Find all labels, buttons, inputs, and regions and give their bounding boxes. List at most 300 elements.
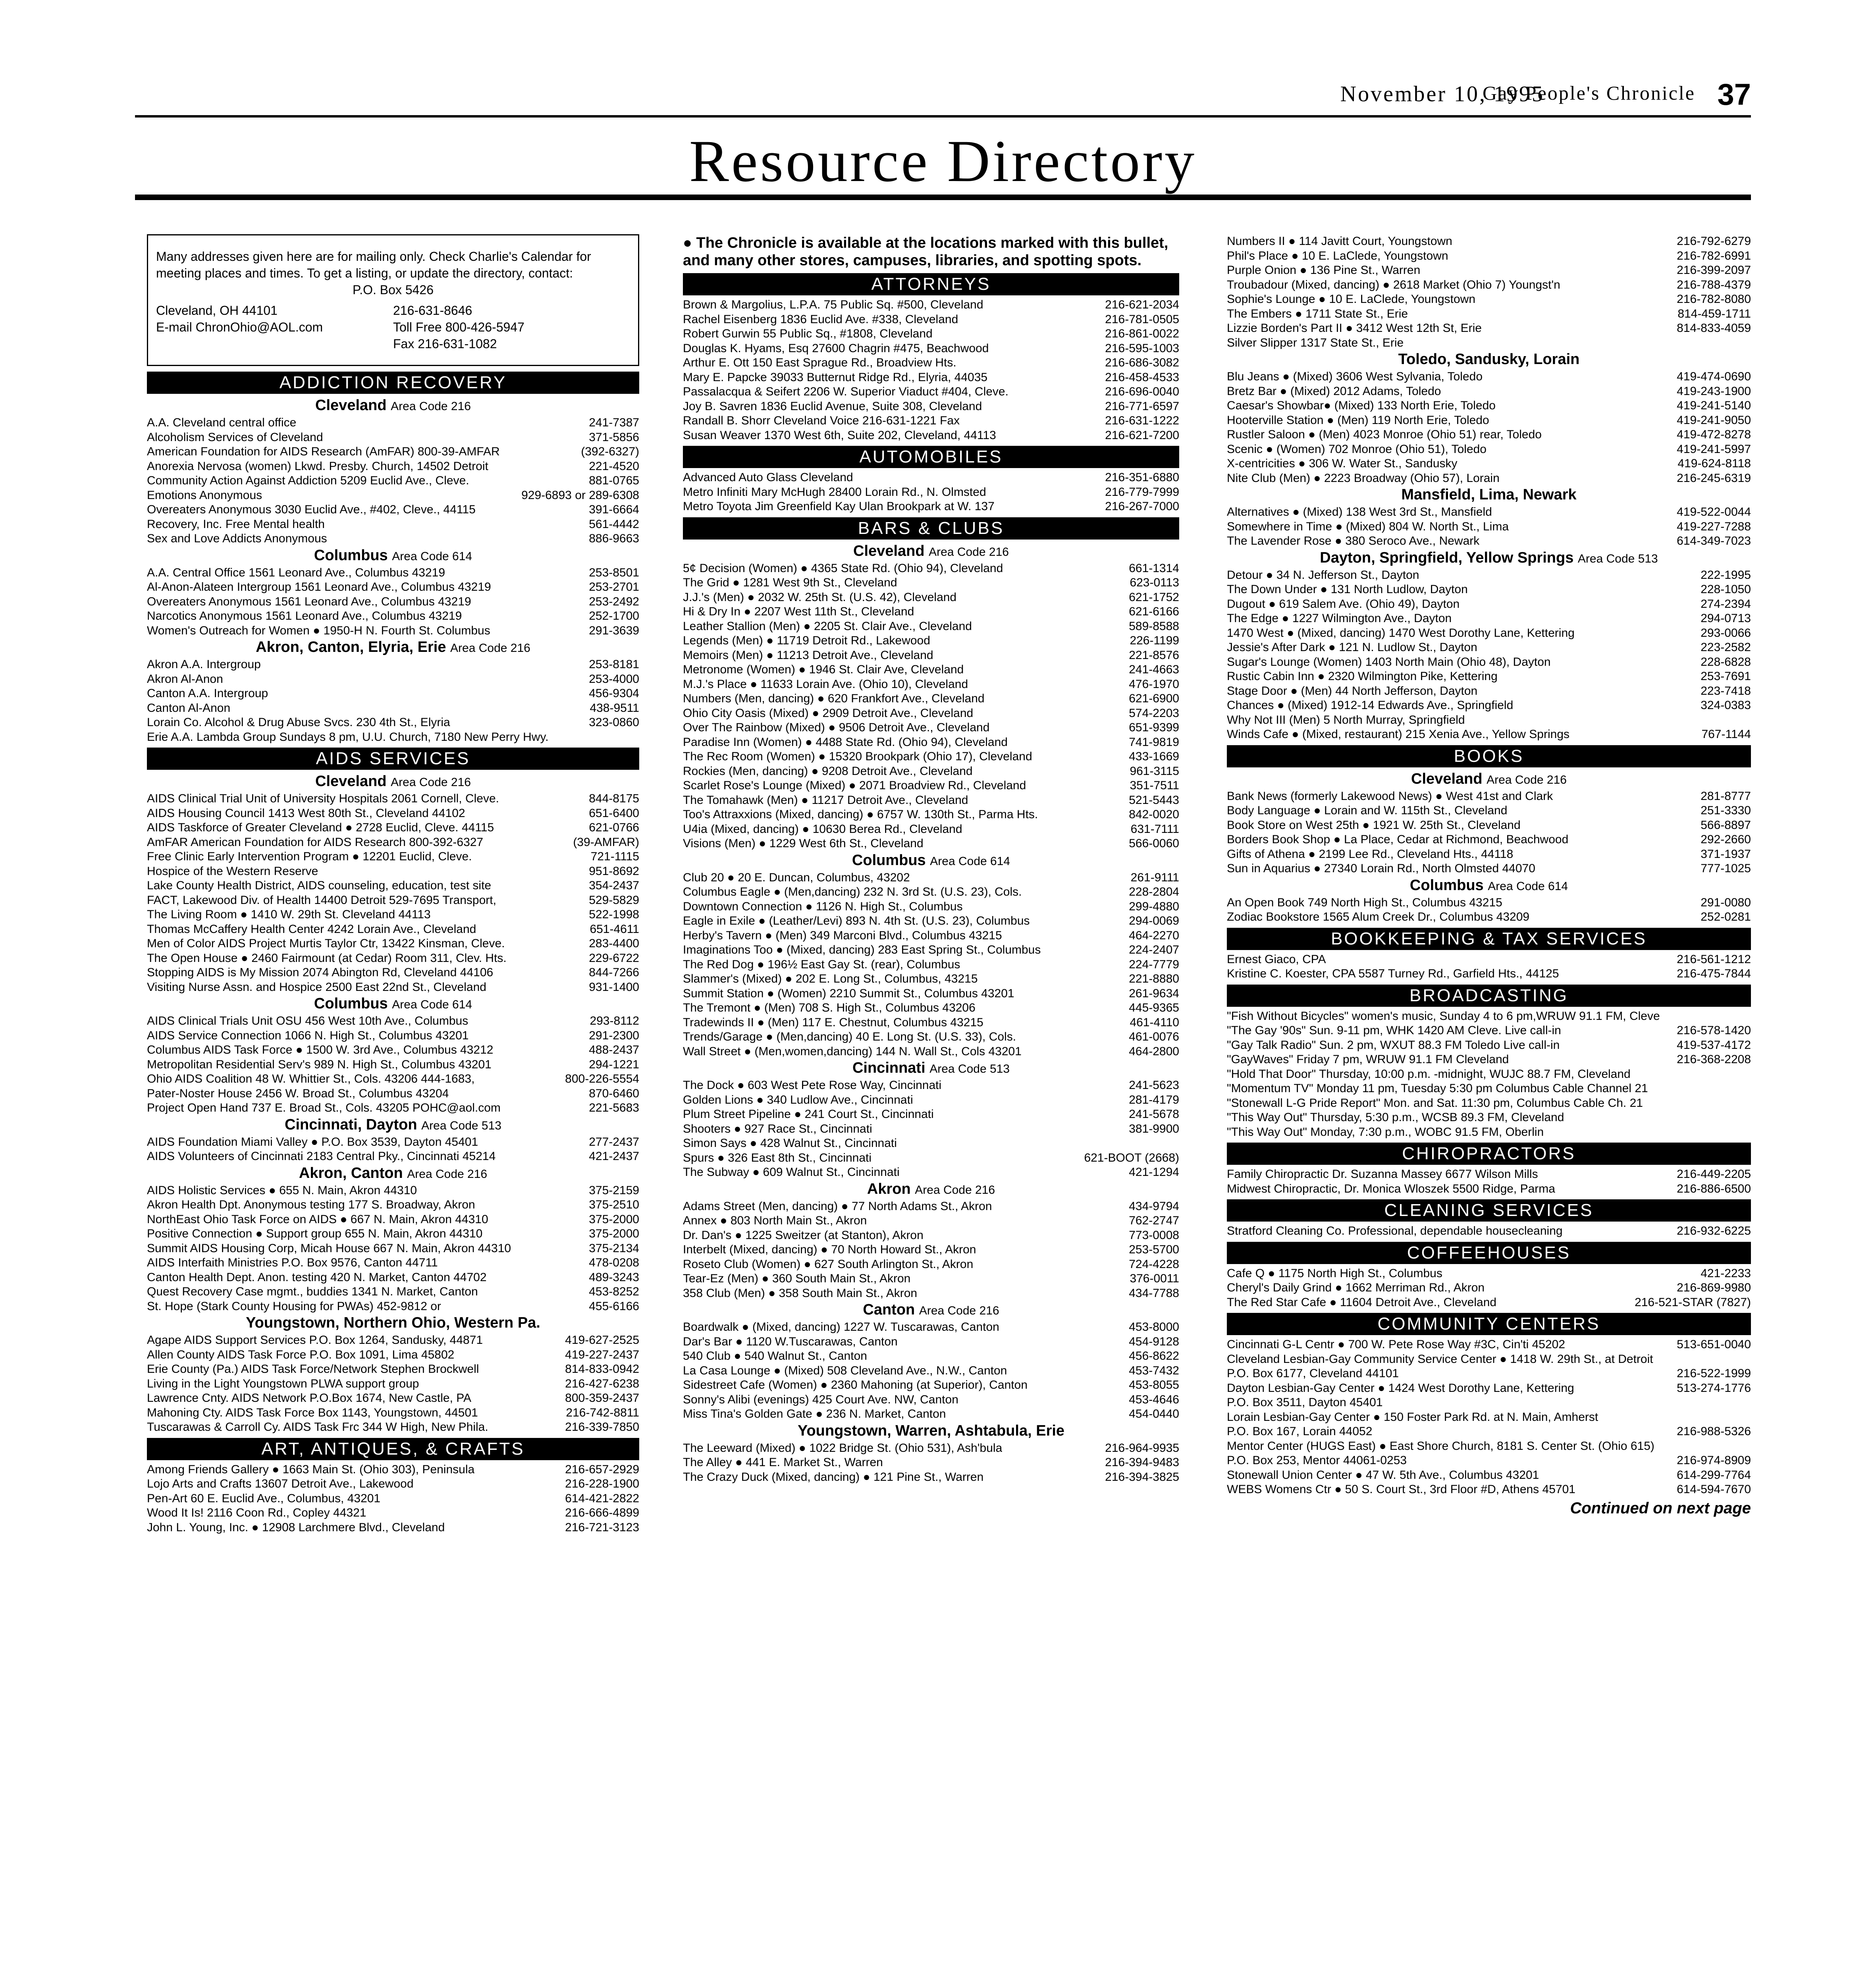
listing-text: Body Language ● Lorain and W. 115th St., Cleveland xyxy=(1227,804,1508,817)
listing-row xyxy=(1227,263,1751,278)
listing-row xyxy=(1227,1038,1751,1053)
listing-text: American Foundation for AIDS Research (AmFAR) 800-39-AMFAR xyxy=(147,445,500,458)
listing-text: Allen County AIDS Task Force P.O. Box 1091, Lima 45802 xyxy=(147,1348,455,1361)
listing-text: Stratford Cleaning Co. Professional, dependable housecleaning xyxy=(1227,1224,1563,1237)
listing-text: Narcotics Anonymous 1561 Leonard Ave., Columbus 43219 xyxy=(147,609,462,622)
area-code: Area Code 216 xyxy=(450,642,530,655)
area-code: Area Code 513 xyxy=(421,1119,501,1132)
listing-text: AIDS Clinical Trials Unit OSU 456 West 10th Ave., Columbus xyxy=(147,1014,469,1027)
area-name: Cleveland xyxy=(315,773,387,790)
listing-text: Community Action Against Addiction 5209 Euclid Ave., Cleve. xyxy=(147,474,469,487)
listing-phone: 216-427-6238 xyxy=(565,1377,639,1390)
listing-text: Metro Infiniti Mary McHugh 28400 Lorain Rd., N. Olmsted xyxy=(683,485,986,499)
listing-text: Nite Club (Men) ● 2223 Broadway (Ohio 57), Lorain xyxy=(1227,471,1500,485)
listing-phone xyxy=(634,730,639,745)
listing-row xyxy=(683,576,1179,590)
listing-phone: 224-7779 xyxy=(1129,958,1179,971)
listing-text: Canton Health Dept. Anon. testing 420 N. Market, Canton 44702 xyxy=(147,1270,487,1284)
listing-row xyxy=(147,672,639,687)
listing-text: The Dock ● 603 West Pete Rose Way, Cincinnati xyxy=(683,1079,942,1092)
listing-row xyxy=(147,488,639,503)
listing-phone: 228-6828 xyxy=(1701,655,1751,669)
listing-row xyxy=(683,822,1179,837)
listing-text: Douglas K. Hyams, Esq 27600 Chagrin #475, Beachwood xyxy=(683,341,989,355)
listing-row xyxy=(1227,1023,1751,1038)
listing-text: St. Hope (Stark County Housing for PWAs) 452-9812 or xyxy=(147,1299,441,1313)
listing-phone: 216-861-0022 xyxy=(1105,327,1179,340)
listing-row xyxy=(147,908,639,922)
listing-text: Golden Lions ● 340 Ludlow Ave., Cincinnati xyxy=(683,1093,913,1106)
listing-row xyxy=(683,721,1179,735)
listing-row xyxy=(1227,413,1751,428)
listing-row xyxy=(683,561,1179,576)
listing-row xyxy=(1227,1110,1751,1125)
listing-row xyxy=(147,850,639,864)
listing-text: WEBS Womens Ctr ● 50 S. Court St., 3rd Floor #D, Athens 45701 xyxy=(1227,1483,1575,1496)
listing-text: Memoirs (Men) ● 11213 Detroit Ave., Cleveland xyxy=(683,648,933,662)
listing-row xyxy=(1227,307,1751,322)
listing-row xyxy=(147,1420,639,1435)
listing-text: "This Way Out" Monday, 7:30 p.m., WOBC 91.5 FM, Oberlin xyxy=(1227,1125,1544,1139)
listing-phone: 294-1221 xyxy=(589,1058,639,1071)
listing-phone: 281-8777 xyxy=(1701,789,1751,803)
listing-row xyxy=(683,1151,1179,1166)
listing-phone: 241-7387 xyxy=(589,416,639,429)
listing-row xyxy=(683,428,1179,443)
listing-row xyxy=(683,793,1179,808)
listing-phone: 561-4442 xyxy=(589,517,639,531)
listing-row xyxy=(683,590,1179,605)
listing-text: Jessie's After Dark ● 121 N. Ludlow St., Dayton xyxy=(1227,641,1477,654)
listing-phone: 216-621-2034 xyxy=(1105,298,1179,311)
listing-phone: 419-241-5997 xyxy=(1677,442,1751,456)
listing-phone: 323-0860 xyxy=(589,716,639,729)
listing-text: "Hold That Door" Thursday, 10:00 p.m. -midnight, WUJC 88.7 FM, Cleveland xyxy=(1227,1067,1631,1081)
listing-phone: 226-1199 xyxy=(1130,634,1179,647)
area-code: Area Code 216 xyxy=(407,1167,488,1181)
listing-text: Summit AIDS Housing Corp, Micah House 667 N. Main, Akron 44310 xyxy=(147,1241,511,1255)
listing-row xyxy=(147,715,639,730)
listing-text: Metronome (Women) ● 1946 St. Clair Ave, Cleveland xyxy=(683,663,964,676)
column-middle xyxy=(683,234,1179,1484)
listing-phone: 216-561-1212 xyxy=(1677,952,1751,966)
listing-phone: 651-9399 xyxy=(1129,721,1179,734)
listing-phone: 252-1700 xyxy=(589,609,639,622)
listing-phone: 216-657-2929 xyxy=(565,1463,639,1476)
listing-phone: 566-8897 xyxy=(1701,818,1751,832)
listing-text: Akron Al-Anon xyxy=(147,672,223,686)
listing-phone: 354-2437 xyxy=(589,879,639,892)
listing-text: Phil's Place ● 10 E. LaClede, Youngstown xyxy=(1227,249,1448,262)
listing-text: AIDS Volunteers of Cincinnati 2183 Central Pky., Cincinnati 45214 xyxy=(147,1150,496,1163)
page-title: Resource Directory xyxy=(689,128,1197,194)
listing-phone: 489-3243 xyxy=(589,1270,639,1284)
listing-text: Hospice of the Western Reserve xyxy=(147,864,318,878)
listing-row xyxy=(147,595,639,609)
listing-text: Shooters ● 927 Race St., Cincinnati xyxy=(683,1122,872,1135)
listing-row xyxy=(147,864,639,879)
listing-text: Free Clinic Early Intervention Program ● 12201 Euclid, Cleve. xyxy=(147,850,472,863)
listing-phone: 223-2582 xyxy=(1701,641,1751,654)
section-header: ART, ANTIQUES, & CRAFTS xyxy=(147,1438,639,1460)
intro-city: Cleveland, OH 44101 xyxy=(156,303,278,318)
listing-phone: (39-AMFAR) xyxy=(573,835,639,849)
listing-text: Tuscarawas & Carroll Cy. AIDS Task Frc 344 W High, New Phila. xyxy=(147,1420,488,1434)
listing-row xyxy=(1227,292,1751,307)
listing-text: Annex ● 803 North Main St., Akron xyxy=(683,1214,867,1227)
listing-row xyxy=(683,1078,1179,1093)
listing-row xyxy=(1227,1167,1751,1182)
listing-phone xyxy=(1746,336,1751,351)
listing-text: Blu Jeans ● (Mixed) 3606 West Sylvania, Toledo xyxy=(1227,370,1483,383)
listing-phone: 951-8692 xyxy=(589,864,639,878)
listing-row xyxy=(683,885,1179,900)
area-code: Area Code 614 xyxy=(392,998,472,1011)
listing-text: Positive Connection ● Support group 655 N. Main, Akron 44310 xyxy=(147,1227,483,1240)
listing-text: Somewhere in Time ● (Mixed) 804 W. North St., Lima xyxy=(1227,520,1509,533)
listing-phone: 419-537-4172 xyxy=(1677,1038,1751,1052)
listing-text: Metropolitan Residential Serv's 989 N. High St., Columbus 43201 xyxy=(147,1058,492,1071)
listing-text: Visiting Nurse Assn. and Hospice 2500 East 22nd St., Cleveland xyxy=(147,980,486,994)
listing-row xyxy=(1227,910,1751,925)
listing-phone: 294-0069 xyxy=(1129,914,1179,927)
listing-text: AIDS Taskforce of Greater Cleveland ● 2728 Euclid, Cleve. 44115 xyxy=(147,821,494,834)
listing-text: Detour ● 34 N. Jefferson St., Dayton xyxy=(1227,568,1419,582)
area-heading xyxy=(147,1314,639,1333)
area-heading xyxy=(1227,486,1751,505)
listing-phone: 621-0766 xyxy=(589,821,639,834)
area-name: Mansfield, Lima, Newark xyxy=(1401,486,1577,503)
listing-text: Midwest Chiropractic, Dr. Monica Wloszek 5500 Ridge, Parma xyxy=(1227,1182,1555,1195)
listing-row xyxy=(1227,684,1751,699)
listing-row xyxy=(683,414,1179,428)
listing-text: The Subway ● 609 Walnut St., Cincinnati xyxy=(683,1166,900,1179)
listing-phone: 513-274-1776 xyxy=(1677,1381,1751,1395)
area-name: Toledo, Sandusky, Lorain xyxy=(1398,351,1580,368)
listing-row xyxy=(683,972,1179,987)
listing-row xyxy=(1227,505,1751,520)
listing-text: Dar's Bar ● 1120 W.Tuscarawas, Canton xyxy=(683,1335,898,1348)
listing-phone: 419-241-5140 xyxy=(1677,399,1751,412)
listing-phone: 241-4663 xyxy=(1129,663,1179,676)
listing-row xyxy=(683,1286,1179,1301)
listing-text: Agape AIDS Support Services P.O. Box 1264, Sandusky, 44871 xyxy=(147,1334,483,1347)
listing-row xyxy=(1227,1281,1751,1295)
listing-phone: 216-932-6225 xyxy=(1677,1224,1751,1237)
section-header: BOOKKEEPING & TAX SERVICES xyxy=(1227,928,1751,950)
listing-text: 540 Club ● 540 Walnut St., Canton xyxy=(683,1349,867,1363)
listing-row xyxy=(1227,1295,1751,1310)
listing-phone: 961-3115 xyxy=(1130,764,1179,778)
listing-row xyxy=(683,807,1179,822)
listing-phone: 221-4520 xyxy=(589,459,639,473)
listing-phone: 724-4228 xyxy=(1129,1257,1179,1271)
page-number: 37 xyxy=(1717,78,1751,112)
listing-phone: 421-2437 xyxy=(589,1150,639,1163)
listing-row xyxy=(1227,249,1751,264)
listing-text: Columbus AIDS Task Force ● 1500 W. 3rd Ave., Columbus 43212 xyxy=(147,1043,494,1056)
listing-text: Club 20 ● 20 E. Duncan, Columbus, 43202 xyxy=(683,871,910,884)
area-name: Columbus xyxy=(852,852,926,869)
listing-row xyxy=(147,1072,639,1087)
listing-row xyxy=(683,1257,1179,1272)
listing-row xyxy=(683,341,1179,356)
area-name: Columbus xyxy=(314,995,388,1012)
listing-row xyxy=(147,1492,639,1506)
listing-text: AIDS Housing Council 1413 West 80th St., Cleveland 44102 xyxy=(147,806,465,820)
listing-row xyxy=(147,1227,639,1241)
listing-row xyxy=(683,943,1179,958)
listing-text: AIDS Foundation Miami Valley ● P.O. Box 3539, Dayton 45401 xyxy=(147,1135,478,1149)
listing-phone: 453-7432 xyxy=(1129,1364,1179,1377)
listing-text: A.A. Cleveland central office xyxy=(147,416,297,429)
listing-row xyxy=(1227,1052,1751,1067)
listing-phone: 870-6460 xyxy=(589,1087,639,1100)
listing-row xyxy=(683,1107,1179,1122)
listing-row xyxy=(683,929,1179,943)
listing-text: AIDS Holistic Services ● 655 N. Main, Akron 44310 xyxy=(147,1183,417,1197)
area-code: Area Code 614 xyxy=(1488,879,1568,893)
listing-phone: 651-6400 xyxy=(589,806,639,820)
listing-phone: 216-771-6597 xyxy=(1105,399,1179,413)
listing-text: The Red Star Cafe ● 11604 Detroit Ave., Cleveland xyxy=(1227,1295,1497,1309)
listing-phone: 375-2159 xyxy=(589,1183,639,1197)
listing-phone: 216-621-7200 xyxy=(1105,428,1179,442)
listing-row xyxy=(1227,789,1751,804)
listing-phone: 216-696-0040 xyxy=(1105,385,1179,398)
area-heading xyxy=(1227,549,1751,568)
listing-row xyxy=(147,1212,639,1227)
listing-row xyxy=(1227,896,1751,910)
listing-phone: 216-721-3123 xyxy=(565,1521,639,1534)
listing-text: Overeaters Anonymous 3030 Euclid Ave., #402, Cleve., 44115 xyxy=(147,503,476,516)
listing-row xyxy=(1227,833,1751,847)
listing-phone: 216-245-6319 xyxy=(1677,471,1751,485)
listing-phone: 621-6900 xyxy=(1129,692,1179,705)
listing-row xyxy=(683,1122,1179,1137)
listing-row xyxy=(147,430,639,445)
listing-phone: 455-6166 xyxy=(589,1299,639,1313)
listing-phone: 216-339-7850 xyxy=(565,1420,639,1434)
area-code: Area Code 216 xyxy=(929,545,1009,559)
area-name: Columbus xyxy=(314,547,388,564)
listing-row xyxy=(683,1136,1179,1151)
listing-text: Eagle in Exile ● (Leather/Levi) 893 N. 4th St. (U.S. 23), Columbus xyxy=(683,914,1030,927)
area-heading xyxy=(683,1301,1179,1320)
listing-phone: 376-0011 xyxy=(1130,1272,1179,1285)
listing-phone: 623-0113 xyxy=(1130,576,1179,589)
listing-phone xyxy=(1174,1136,1179,1151)
area-heading xyxy=(147,1116,639,1135)
listing-phone: 216-631-1222 xyxy=(1105,414,1179,427)
listing-phone: 445-9365 xyxy=(1129,1001,1179,1014)
listing-phone: 292-2660 xyxy=(1701,833,1751,846)
listing-text: Summit Station ● (Women) 2210 Summit St., Columbus 43201 xyxy=(683,987,1014,1000)
listing-text: Ohio City Oasis (Mixed) ● 2909 Detroit Ave., Cleveland xyxy=(683,706,974,720)
listing-phone: 224-2407 xyxy=(1129,943,1179,956)
listing-text: Kristine C. Koester, CPA 5587 Turney Rd., Garfield Hts., 44125 xyxy=(1227,967,1559,980)
listing-phone xyxy=(1746,1081,1751,1096)
listing-text: Erie County (Pa.) AIDS Task Force/Network Stephen Brockwell xyxy=(147,1363,479,1376)
listing-phone xyxy=(1746,1067,1751,1082)
listing-row xyxy=(1227,336,1751,351)
listing-phone: 419-227-2437 xyxy=(565,1348,639,1361)
area-heading xyxy=(683,1422,1179,1441)
section-header: AIDS SERVICES xyxy=(147,748,639,770)
listing-row xyxy=(1227,952,1751,967)
area-code: Area Code 216 xyxy=(919,1304,999,1317)
listing-row xyxy=(1227,1468,1751,1483)
listing-text: Book Store on West 25th ● 1921 W. 25th St., Cleveland xyxy=(1227,818,1521,832)
listing-text: Why Not III (Men) 5 North Murray, Springfield xyxy=(1227,713,1465,727)
listing-row xyxy=(1227,727,1751,742)
listing-phone: 419-243-1900 xyxy=(1677,384,1751,398)
listing-text: AmFAR American Foundation for AIDS Research 800-392-6327 xyxy=(147,835,484,849)
listing-phone: 522-1998 xyxy=(589,908,639,921)
section-header: ADDICTION RECOVERY xyxy=(147,372,639,394)
listing-phone: 419-522-0044 xyxy=(1677,505,1751,518)
listing-text: Imaginations Too ● (Mixed, dancing) 283 East Spring St., Columbus xyxy=(683,943,1041,956)
listing-phone: 216-394-3825 xyxy=(1105,1470,1179,1484)
listing-phone: 375-2134 xyxy=(589,1241,639,1255)
area-code: Area Code 513 xyxy=(929,1062,1010,1075)
listing-row xyxy=(147,1463,639,1477)
listing-row xyxy=(147,1135,639,1150)
listing-row xyxy=(1227,457,1751,471)
continued-note: Continued on next page xyxy=(1570,1499,1751,1517)
listing-text: M.J.'s Place ● 11633 Lorain Ave. (Ohio 10), Cleveland xyxy=(683,677,968,691)
listing-row xyxy=(147,701,639,716)
listing-row xyxy=(683,1378,1179,1393)
intro-fax: Fax 216-631-1082 xyxy=(393,337,497,351)
area-name: Columbus xyxy=(1409,877,1484,894)
listing-text: Advanced Auto Glass Cleveland xyxy=(683,471,853,484)
listing-text: John L. Young, Inc. ● 12908 Larchmere Blvd., Cleveland xyxy=(147,1521,445,1534)
listing-phone: 216-779-7999 xyxy=(1105,485,1179,499)
listing-row xyxy=(1227,861,1751,876)
listing-phone: 216-368-2208 xyxy=(1677,1053,1751,1066)
listing-phone: 741-9819 xyxy=(1129,735,1179,749)
listing-row xyxy=(683,1228,1179,1243)
listing-text: Lawrence Cnty. AIDS Network P.O.Box 1674, New Castle, PA xyxy=(147,1391,472,1405)
listing-row xyxy=(147,821,639,835)
listing-row xyxy=(683,663,1179,677)
listing-phone xyxy=(1746,1009,1751,1024)
listing-phone: 631-7111 xyxy=(1130,822,1179,836)
listing-phone: 574-2203 xyxy=(1129,706,1179,720)
listing-phone: 881-0765 xyxy=(589,474,639,487)
listing-row xyxy=(147,1391,639,1406)
listing-row xyxy=(683,1243,1179,1257)
area-name: Youngstown, Northern Ohio, Western Pa. xyxy=(246,1314,540,1331)
area-name: Akron, Canton xyxy=(299,1164,403,1181)
listing-text: AIDS Clinical Trial Unit of University Hospitals 2061 Cornell, Cleve. xyxy=(147,792,499,805)
listing-text: Brown & Margolius, L.P.A. 75 Public Sq. #500, Cleveland xyxy=(683,298,983,311)
listing-phone: 419-624-8118 xyxy=(1677,457,1751,470)
listing-row xyxy=(683,1441,1179,1456)
listing-phone: 274-2394 xyxy=(1701,597,1751,611)
listing-text: Stage Door ● (Men) 44 North Jefferson, Dayton xyxy=(1227,684,1478,698)
listing-phone: 216-399-2097 xyxy=(1677,264,1751,277)
listing-phone: 371-1937 xyxy=(1701,847,1751,861)
listing-text: Bank News (formerly Lakewood News) ● West 41st and Clark xyxy=(1227,789,1553,803)
listing-phone: 216-869-9980 xyxy=(1677,1281,1751,1294)
listing-text: P.O. Box 3511, Dayton 45401 xyxy=(1227,1396,1383,1409)
listing-phone: 216-578-1420 xyxy=(1677,1024,1751,1037)
listing-row xyxy=(1227,534,1751,549)
listing-row xyxy=(683,298,1179,312)
listing-phone: 253-5700 xyxy=(1129,1243,1179,1256)
listing-phone: 453-8000 xyxy=(1129,1320,1179,1334)
header-rule xyxy=(135,115,1751,118)
listing-text: Living in the Light Youngstown PLWA support group xyxy=(147,1377,419,1390)
area-name: Cleveland xyxy=(1411,770,1483,787)
listing-row xyxy=(1227,1410,1751,1425)
area-name: Cleveland xyxy=(853,542,925,559)
listing-row xyxy=(1227,428,1751,442)
listing-text: Pen-Art 60 E. Euclid Ave., Columbus, 43201 xyxy=(147,1492,381,1505)
listing-text: Caesar's Showbar● (Mixed) 133 North Erie, Toledo xyxy=(1227,399,1496,412)
listing-row xyxy=(683,1045,1179,1059)
listing-text: 358 Club (Men) ● 358 South Main St., Akron xyxy=(683,1286,918,1300)
listing-text: U4ia (Mixed, dancing) ● 10630 Berea Rd., Cleveland xyxy=(683,822,962,836)
listing-phone: 228-1050 xyxy=(1701,583,1751,596)
listing-row xyxy=(147,966,639,980)
listing-phone: 800-226-5554 xyxy=(565,1072,639,1085)
listing-text: Miss Tina's Golden Gate ● 236 N. Market, Canton xyxy=(683,1407,946,1420)
listing-row xyxy=(1227,1266,1751,1281)
listing-phone: 261-9634 xyxy=(1129,987,1179,1000)
listing-phone: 421-1294 xyxy=(1129,1166,1179,1179)
listing-row xyxy=(1227,384,1751,399)
listing-row xyxy=(683,619,1179,634)
listing-phone: 651-4611 xyxy=(590,922,639,936)
section-header: CHIROPRACTORS xyxy=(1227,1143,1751,1165)
listing-text: Leather Stallion (Men) ● 2205 St. Clair Ave., Cleveland xyxy=(683,619,972,633)
listing-text: Erie A.A. Lambda Group Sundays 8 pm, U.U. Church, 7180 New Perry Hwy. xyxy=(147,730,549,744)
listing-text: Lojo Arts and Crafts 13607 Detroit Ave., Lakewood xyxy=(147,1477,414,1490)
listing-text: Sugar's Lounge (Women) 1403 North Main (Ohio 48), Dayton xyxy=(1227,655,1551,669)
listing-phone: 221-8880 xyxy=(1129,972,1179,985)
listing-phone: 464-2800 xyxy=(1129,1045,1179,1058)
listing-row xyxy=(683,634,1179,648)
listing-text: Women's Outreach for Women ● 1950-H N. Fourth St. Columbus xyxy=(147,624,490,637)
listing-text: Plum Street Pipeline ● 241 Court St., Cincinnati xyxy=(683,1108,934,1121)
listing-text: Project Open Hand 737 E. Broad St., Cols. 43205 POHC@aol.com xyxy=(147,1101,501,1114)
listing-row xyxy=(1227,626,1751,641)
listing-row xyxy=(683,1030,1179,1045)
listing-phone: 222-1995 xyxy=(1701,568,1751,582)
listing-text: Randall B. Shorr Cleveland Voice 216-631-1221 Fax xyxy=(683,414,960,427)
listing-phone: 216-782-6991 xyxy=(1677,249,1751,262)
listing-text: Alternatives ● (Mixed) 138 West 3rd St., Mansfield xyxy=(1227,505,1492,518)
listing-text: The Crazy Duck (Mixed, dancing) ● 121 Pine St., Warren xyxy=(683,1470,984,1484)
listing-row xyxy=(1227,442,1751,457)
section-header: AUTOMOBILES xyxy=(683,446,1179,468)
listing-text: Sophie's Lounge ● 10 E. LaClede, Youngstown xyxy=(1227,293,1476,306)
listing-phone xyxy=(1746,1439,1751,1454)
listing-phone: 721-1115 xyxy=(590,850,639,863)
listing-text: 1470 West ● (Mixed, dancing) 1470 West Dorothy Lane, Kettering xyxy=(1227,626,1575,640)
page-header xyxy=(135,78,1751,112)
listing-text: "Momentum TV" Monday 11 pm, Tuesday 5:30 pm Columbus Cable Channel 21 xyxy=(1227,1082,1648,1095)
listing-text: Adams Street (Men, dancing) ● 77 North Adams St., Akron xyxy=(683,1199,992,1213)
publication-name: Gay People's Chronicle xyxy=(1482,82,1695,104)
listing-text: Tear-Ez (Men) ● 360 South Main St., Akron xyxy=(683,1272,911,1285)
listing-row xyxy=(1227,582,1751,597)
listing-phone: 291-0080 xyxy=(1701,896,1751,909)
area-name: Cincinnati xyxy=(852,1060,925,1076)
